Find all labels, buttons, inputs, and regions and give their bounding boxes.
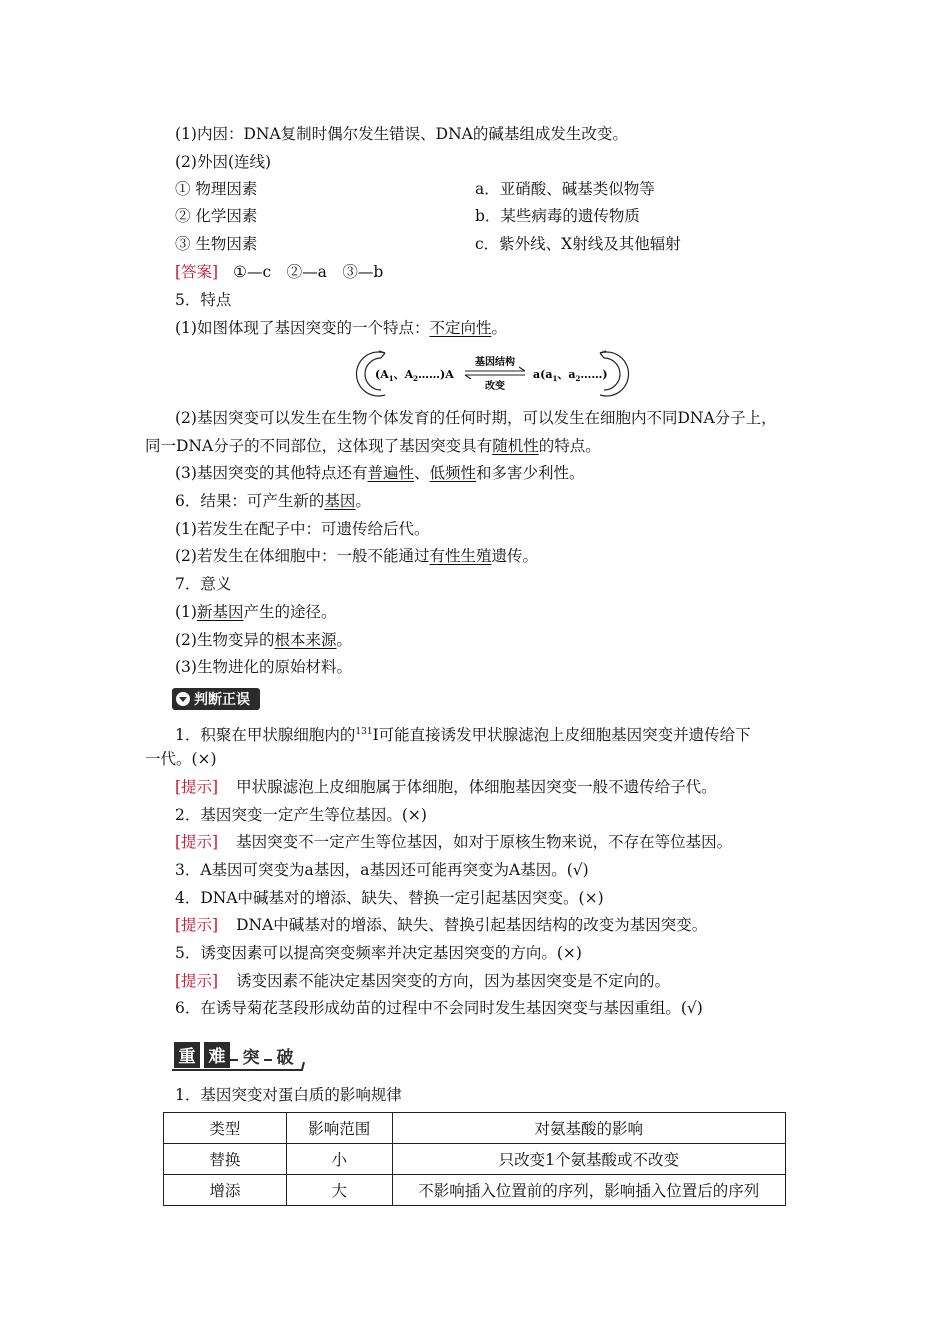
match-right-3: c．紫外线、X射线及其他辐射 <box>475 235 681 253</box>
feature-3-answer-2: 低频性 <box>429 464 477 482</box>
table-cell: 不影响插入位置前的序列，影响插入位置后的序列 <box>392 1175 785 1206</box>
hint-tag-4: [提示] <box>175 916 219 934</box>
result-2-text: (2)若发生在体细胞中：一般不能通过 <box>175 547 430 565</box>
judge-q2: 2．基因突变一定产生等位基因。(×) <box>175 806 427 824</box>
features-title: 5．特点 <box>175 291 232 309</box>
judge-hint-2 <box>175 832 732 852</box>
table-header: 影响范围 <box>286 1113 392 1144</box>
feature-2-line-1: (2)基因突变可以发生在生物个体发育的任何时期，可以发生在细胞内不同DNA分子上， <box>175 409 777 427</box>
match-left-3: ③ 生物因素 <box>175 235 258 253</box>
double-arrow-icon <box>465 367 525 379</box>
judge-hint-5 <box>175 971 670 991</box>
result-1: (1)若发生在配子中：可遗传给后代。 <box>175 520 430 538</box>
hint-tag-5: [提示] <box>175 972 219 990</box>
hint-tag-2: [提示] <box>175 833 219 851</box>
diagram-right-label: $a(a_1$、$a_2\dots\dots$) <box>533 368 608 383</box>
meaning-2-text: (2)生物变异的 <box>175 631 275 649</box>
hint-tag-1: [提示] <box>175 778 219 796</box>
diagram-left-label: ($A_1$、$A_2\dots\dots)A$ <box>375 368 454 383</box>
feature-1-answer: 不定向性 <box>429 319 492 337</box>
feature-2-line-2 <box>145 436 601 456</box>
table-row <box>164 1144 786 1175</box>
mutation-effect-table <box>163 1112 786 1206</box>
feature-2-answer: 随机性 <box>492 437 539 455</box>
match-left-1: ① 物理因素 <box>175 180 258 198</box>
answer-line <box>175 262 383 282</box>
judge-q4: 4．DNA中碱基对的增添、缺失、替换一定引起基因突变。(×) <box>175 889 604 907</box>
arrow-bottom-label: 改变 <box>485 381 505 392</box>
feature-1-end: 。 <box>491 319 507 337</box>
table-cell: 小 <box>286 1144 392 1175</box>
match-row-3 <box>175 234 681 254</box>
feature-2-end: 的特点。 <box>538 437 601 455</box>
meaning-1 <box>175 602 337 622</box>
match-row-2 <box>175 206 640 226</box>
hint-text-1: 甲状腺滤泡上皮细胞属于体细胞，体细胞基因突变一般不遗传给子代。 <box>236 778 717 796</box>
result-2 <box>175 546 538 566</box>
table-cell: 替换 <box>164 1144 287 1175</box>
answer-tag: [答案] <box>175 263 219 281</box>
result-title-end: 。 <box>355 492 371 510</box>
table-header: 对氨基酸的影响 <box>392 1113 785 1144</box>
judge-section-header <box>172 688 262 710</box>
focus-char-4: 破 <box>276 1048 294 1068</box>
feature-3 <box>175 463 585 483</box>
judge-q6: 6．在诱导菊花茎段形成幼苗的过程中不会同时发生基因突变与基因重组。(√) <box>175 999 703 1017</box>
judge-q1-sup: 131 <box>355 727 373 737</box>
match-left-2: ② 化学因素 <box>175 207 258 225</box>
table-cell: 增添 <box>164 1175 287 1206</box>
meaning-2 <box>175 630 352 650</box>
meaning-1-end: 产生的途径。 <box>243 603 337 621</box>
result-2-end: 遗传。 <box>491 547 538 565</box>
meaning-title: 7．意义 <box>175 575 232 593</box>
focus-item-1: 1．基因突变对蛋白质的影响规律 <box>175 1086 402 1104</box>
judge-header-text: 判断正误 <box>194 692 250 708</box>
feature-3-sep: 、 <box>413 464 430 482</box>
match-right-2: b．某些病毒的遗传物质 <box>475 207 640 225</box>
feature-3-text: (3)基因突变的其他特点还有 <box>175 464 368 482</box>
meaning-2-answer: 根本来源 <box>274 631 337 649</box>
internal-cause: (1)内因：DNA复制时偶尔发生错误、DNA的碱基组成发生改变。 <box>175 125 628 143</box>
result-answer: 基因 <box>324 492 356 510</box>
result-2-answer: 有性生殖 <box>429 547 492 565</box>
table-cell: 只改变1个氨基酸或不改变 <box>392 1144 785 1175</box>
meaning-3: (3)生物进化的原始材料。 <box>175 658 352 676</box>
feature-3-end: 和多害少利性。 <box>476 464 585 482</box>
table-cell: 大 <box>286 1175 392 1206</box>
answer-text: ①—c ②—a ③—b <box>233 263 384 281</box>
table-row <box>164 1175 786 1206</box>
feature-1 <box>175 318 507 338</box>
judge-q1-text-2: I可能直接诱发甲状腺滤泡上皮细胞基因突变并遗传给下 <box>372 726 751 744</box>
judge-q1-line-2: 一代。(×) <box>145 750 217 768</box>
focus-char-3: 突 <box>242 1048 260 1068</box>
result-title-text: 6．结果：可产生新的 <box>175 492 325 510</box>
hint-text-4: DNA中碱基对的增添、缺失、替换引起基因结构的改变为基因突变。 <box>236 916 708 934</box>
arrow-top-label: 基因结构 <box>475 357 515 368</box>
feature-2-text: 同一DNA分子的不同部位，这体现了基因突变具有 <box>145 437 493 455</box>
judge-q1-line-1 <box>175 722 751 745</box>
result-title <box>175 491 371 511</box>
hint-text-5: 诱变因素不能决定基因突变的方向，因为基因突变是不定向的。 <box>236 972 671 990</box>
external-cause-title: (2)外因(连线) <box>175 153 272 171</box>
match-row-1 <box>175 179 655 199</box>
table-header: 类型 <box>164 1113 287 1144</box>
hint-text-2: 基因突变不一定产生等位基因，如对于原核生物来说，不存在等位基因。 <box>236 833 733 851</box>
feature-3-answer-1: 普遍性 <box>367 464 414 482</box>
judge-q5: 5．诱变因素可以提高突变频率并决定基因突变的方向。(×) <box>175 944 582 962</box>
meaning-1-answer: 新基因 <box>196 603 244 621</box>
feature-1-text: (1)如图体现了基因突变的一个特点： <box>175 319 430 337</box>
meaning-2-end: 。 <box>336 631 352 649</box>
focus-section-header <box>172 1040 306 1072</box>
table-header-row <box>164 1113 786 1144</box>
meaning-1-num: (1) <box>175 603 197 621</box>
match-right-1: a．亚硝酸、碱基类似物等 <box>475 180 655 198</box>
focus-char-2: 难 <box>208 1047 226 1067</box>
focus-char-1: 重 <box>178 1047 196 1067</box>
judge-hint-4 <box>175 915 707 935</box>
judge-hint-1 <box>175 777 717 797</box>
judge-q1-text: 1．积聚在甲状腺细胞内的 <box>175 726 356 744</box>
mutation-diagram <box>355 345 630 401</box>
judge-q3: 3．A基因可突变为a基因，a基因还可能再突变为A基因。(√) <box>175 861 589 879</box>
